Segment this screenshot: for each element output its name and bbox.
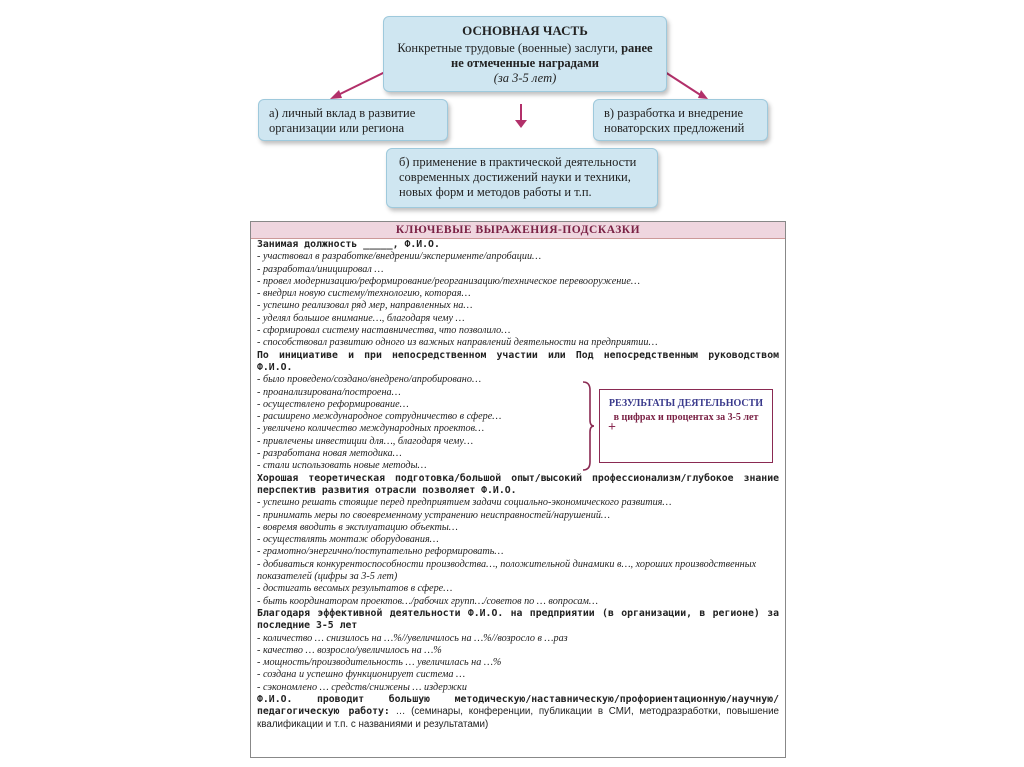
s1-item: - уделял большое внимание…, благодаря чему … xyxy=(257,312,465,324)
s4-item: - сэкономлено … средств/снижены … издержки xyxy=(257,681,467,693)
main-line2: не отмеченные наградами xyxy=(451,56,599,70)
s2-item: - было проведено/создано/внедрено/апробировано… xyxy=(257,374,481,386)
s3-item: - успешно решать стоящие перед предприятием задачи социально-экономического развития… xyxy=(257,497,672,509)
section1-heading: Занимая должность _____, Ф.И.О. xyxy=(257,239,440,250)
s3-item: - быть координатором проектов…/рабочих групп…/советов по … вопросам… xyxy=(257,595,598,607)
s2-item: - осуществлено реформирование… xyxy=(257,398,409,410)
results-subtitle: в цифрах и процентах за 3-5 лет xyxy=(613,412,759,423)
s3-item: - осуществлять монтаж оборудования… xyxy=(257,534,439,546)
main-title: ОСНОВНАЯ ЧАСТЬ xyxy=(462,23,588,38)
s1-item: - способствовал развитию одного из важных направлений деятельности на предприятии… xyxy=(257,337,658,349)
main-description xyxy=(384,41,666,86)
results-title: РЕЗУЛЬТАТЫ ДЕЯТЕЛЬНОСТИ xyxy=(608,398,764,409)
box-personal-contribution: а) личный вклад в развитие организации или региона xyxy=(258,99,448,141)
s2-item: - стали использовать новые методы… xyxy=(257,460,427,472)
s4-item: - качество … возросло/увеличилось на …% xyxy=(257,644,442,656)
main-period: (за 3-5 лет) xyxy=(493,71,557,85)
key-phrases-header: КЛЮЧЕВЫЕ ВЫРАЖЕНИЯ-ПОДСКАЗКИ xyxy=(251,222,785,239)
s1-item: - успешно реализовал ряд мер, направленных на… xyxy=(257,300,473,312)
s3-item: - добиваться конкурентоспособности производства…, положительной динамики в…, хороших производственных показателей (цифры за 3-5 лет) xyxy=(257,558,757,583)
s2-item: - расширено международное сотрудничество в сфере… xyxy=(257,411,502,423)
s4-item: - создана и успешно функционирует система … xyxy=(257,669,466,681)
arrow-right xyxy=(665,72,702,96)
s3-item: - принимать меры по своевременному устранению неисправностей/нарушений… xyxy=(257,509,610,521)
section5 xyxy=(257,694,779,731)
arrow-left xyxy=(336,72,385,96)
section5-details: … (семинары, конференции, публикации в СМИ, методразработки, повышение квалификации и т.п. с названиями и результатами) xyxy=(257,706,779,730)
s1-item: - участвовал в разработке/внедрении/эксперименте/апробации… xyxy=(257,251,542,263)
s2-item: - разработана новая методика… xyxy=(257,448,402,460)
section2-heading: По инициативе и при непосредственном участии или Под непосредственным руководством Ф.И.О. xyxy=(257,349,779,373)
box-practical-application: б) применение в практической деятельности современных достижений науки и техники, новых форм и методов работы и т.п. xyxy=(386,148,658,208)
main-line1-bold: ранее xyxy=(621,41,653,55)
main-part-box xyxy=(383,16,667,92)
s2-item: - проанализирована/построена… xyxy=(257,386,401,398)
key-phrases-panel xyxy=(250,221,786,758)
s4-item: - мощность/производительность … увеличилась на …% xyxy=(257,657,502,669)
plus-sign: + xyxy=(608,420,616,435)
s3-item: - вовремя вводить в эксплуатацию объекты… xyxy=(257,521,458,533)
main-line1: Конкретные трудовые (военные) заслуги, xyxy=(397,41,622,55)
section3-heading: Хорошая теоретическая подготовка/большой опыт/высокий профессионализм/глубокое знание перспектив развития отрасли позволяет Ф.И.О. xyxy=(257,472,779,496)
s3-item: - достигать весомых результатов в сфере… xyxy=(257,583,453,595)
section5-heading: Ф.И.О. проводит большую методическую/наставническую/профориентационную/научную/педагогическую работу: xyxy=(257,693,779,718)
box-innovations: в) разработка и внедрение новаторских предложений xyxy=(593,99,768,141)
s2-item: - привлечены инвестиции для…, благодаря чему… xyxy=(257,435,474,447)
s1-item: - внедрил новую систему/технологию, которая… xyxy=(257,288,471,300)
s3-item: - грамотно/энергично/поступательно реформировать… xyxy=(257,546,504,558)
bracket-shape xyxy=(581,380,595,472)
s1-item: - разработал/инициировал … xyxy=(257,263,384,275)
s2-item: - увеличено количество международных проектов… xyxy=(257,423,485,435)
section4-heading: Благодаря эффективной деятельности Ф.И.О. на предприятии (в организации, в регионе) за последние 3-5 лет xyxy=(257,607,779,632)
s1-item: - провел модернизацию/реформирование/реорганизацию/техническое перевооружение… xyxy=(257,275,640,287)
s1-item: - сформировал систему наставничества, что позволило… xyxy=(257,325,511,337)
results-box xyxy=(599,389,773,463)
s4-item: - количество … снизилось на …%//увеличилось на …%//возросло в …раз xyxy=(257,632,568,644)
